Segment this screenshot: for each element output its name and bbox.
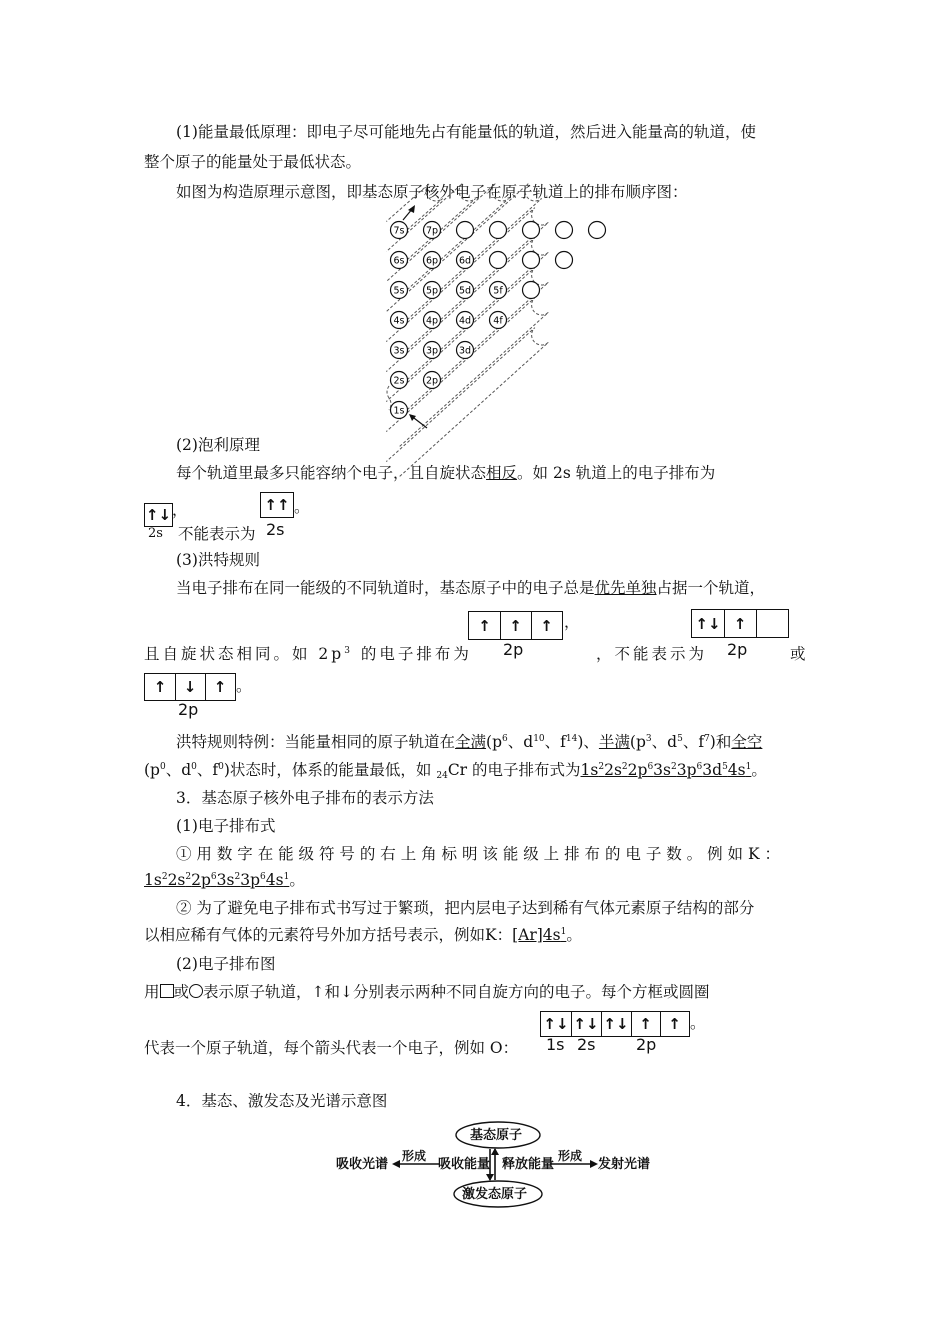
orbital-label: 4d bbox=[458, 315, 472, 327]
oxygen-label-2p: 2p bbox=[636, 1035, 657, 1054]
orbital-label: 2s bbox=[393, 375, 405, 387]
pauli-bad-box bbox=[260, 492, 294, 518]
oxygen-label-2s: 2s bbox=[577, 1035, 596, 1054]
orbital-cell: ↑ bbox=[724, 610, 757, 637]
orbital-cell: ↑ bbox=[540, 616, 553, 635]
sec3-c2a: ② 为了避免电子排布式书写过于繁琐，把内层电子达到稀有气体元素原子结构的部分 bbox=[176, 899, 755, 917]
orbital-label: 4p bbox=[425, 315, 439, 327]
orbital-label: 7p bbox=[425, 225, 439, 237]
answer-single-first: 优先单独 bbox=[594, 579, 657, 597]
hund-period: 。 bbox=[236, 677, 252, 695]
hund-bad1-label: 2p bbox=[727, 640, 748, 659]
special-line1: 洪特规则特例：当能量相同的原子轨道在全满($p^6$、$d^{10}$、$f^{14}$)、半满($p^3$、$d^5$、$f^7$)和全空 bbox=[176, 733, 763, 751]
excited-state-label: 激发态原子 bbox=[462, 1187, 528, 1202]
special-line2: ($p^0$、$d^0$、$f^0$)状态时，体系的能量最低，如 $_{24}$Cr 的电子排布式为$1s^22s^22p^63s^23p^63d^54s^1$。 bbox=[144, 761, 767, 781]
orbital-cell: ↑ bbox=[213, 678, 227, 696]
hund-good-box bbox=[468, 611, 563, 640]
orbital-label: 4s bbox=[393, 315, 405, 327]
orbital-cell: ↓ bbox=[175, 674, 206, 700]
answer-opposite: 相反 bbox=[486, 464, 518, 482]
hund-bad2-box bbox=[144, 673, 236, 701]
circle-orbital-icon bbox=[189, 984, 203, 998]
orbital-cell: ↑ bbox=[469, 612, 501, 639]
hund-line1: 当电子排布在同一能级的不同轨道时，基态原子中的电子总是优先单独占据一个轨道， bbox=[176, 579, 766, 597]
orbital-label: 6p bbox=[425, 255, 439, 267]
orbital-label: 1s bbox=[393, 405, 405, 417]
answer-full: 全满 bbox=[455, 733, 487, 751]
orbital-circle bbox=[523, 222, 540, 239]
orbital-cell: ↑ bbox=[668, 1015, 681, 1033]
orbital-cell bbox=[756, 610, 788, 637]
orbital-label: 5s bbox=[393, 285, 405, 297]
hund-or: 或 bbox=[790, 645, 806, 663]
orbital-cell: ↑↓ bbox=[692, 610, 725, 637]
pauli-period: 。 bbox=[294, 498, 310, 516]
orbital-circle bbox=[490, 222, 507, 239]
orbital-label: 3p bbox=[425, 345, 439, 357]
orbital-cell: ↑↓ bbox=[571, 1012, 602, 1036]
sec3-period: 。 bbox=[690, 1014, 706, 1032]
orbital-label: 5d bbox=[458, 285, 472, 297]
orbital-circle bbox=[523, 252, 540, 269]
spectrum-diagram bbox=[330, 1118, 650, 1210]
orbital-label: 7s bbox=[393, 225, 405, 237]
answer-half: 半满 bbox=[598, 733, 630, 751]
aufbau-entry-arrowhead bbox=[409, 414, 416, 421]
k-config-line: $1s^22s^22p^63s^23p^64s^1$。 bbox=[144, 871, 305, 889]
orbital-label: 6s bbox=[393, 255, 405, 267]
pauli-comma: ， bbox=[172, 501, 188, 519]
hund-line2: 且自旋状态相同。如 $2p^3$ 的电子排布为 bbox=[144, 645, 472, 663]
square-orbital-icon bbox=[160, 984, 174, 998]
hund-bad2-label: 2p bbox=[178, 700, 199, 719]
orbital-circle bbox=[589, 222, 606, 239]
orbital-circle bbox=[523, 282, 540, 299]
sec3-d2: 代表一个原子轨道，每个箭头代表一个电子，例如 O： bbox=[144, 1039, 519, 1057]
absorption-spectrum-label: 吸收光谱 bbox=[336, 1157, 389, 1172]
orbital-circle bbox=[490, 252, 507, 269]
orbital-circle bbox=[556, 222, 573, 239]
release-energy-label: 释放能量 bbox=[502, 1157, 555, 1172]
orbital-label: 2p bbox=[425, 375, 439, 387]
sec3-title: 3．基态原子核外电子排布的表示方法 bbox=[176, 789, 434, 807]
orbital-label: 3s bbox=[393, 345, 405, 357]
orbital-cell: ↑ bbox=[145, 674, 176, 700]
orbital-label: 5p bbox=[425, 285, 439, 297]
text-energy-principle-line2: 整个原子的能量处于最低状态。 bbox=[144, 153, 362, 171]
oxygen-orbital-box bbox=[540, 1011, 690, 1037]
orbital-cell: ↑↑ bbox=[264, 496, 290, 514]
pauli-bad-label: 2s bbox=[266, 520, 285, 539]
orbital-cell: ↑ bbox=[500, 612, 532, 639]
sec4-title: 4．基态、激发态及光谱示意图 bbox=[176, 1092, 388, 1110]
sec3-sub1: (1)电子排布式 bbox=[176, 817, 276, 835]
sec3-sub2: (2)电子排布图 bbox=[176, 955, 276, 973]
hund-line2-mid: ，不能表示为 bbox=[596, 645, 708, 663]
orbital-label: 4f bbox=[493, 315, 503, 327]
orbital-cell: ↑ bbox=[631, 1012, 661, 1036]
orbital-cell: ↑↓ bbox=[601, 1012, 632, 1036]
form-label-left: 形成 bbox=[402, 1149, 427, 1163]
orbital-label: 5f bbox=[493, 285, 503, 297]
aufbau-diagram bbox=[372, 205, 612, 437]
text-energy-principle-line1: (1)能量最低原理：即电子尽可能地先占有能量低的轨道，然后进入能量高的轨道，使 bbox=[176, 123, 756, 141]
pauli-good-label: 2s bbox=[148, 526, 163, 541]
orbital-cell: ↑↓ bbox=[145, 506, 172, 524]
pauli-line2: 不能表示为 bbox=[178, 525, 256, 543]
cr-config: $1s^22s^22p^63s^23p^63d^54s^1$ bbox=[580, 761, 752, 779]
hund-good-label: 2p bbox=[503, 640, 524, 659]
hund-title: (3)洪特规则 bbox=[176, 551, 260, 569]
hund-comma: ， bbox=[564, 613, 580, 631]
sec3-d1: 用 或 表示原子轨道，↑和↓分别表示两种不同自旋方向的电子。每个方框或圆圈 bbox=[144, 983, 710, 1001]
orbital-label: 6d bbox=[458, 255, 472, 267]
form-label-right: 形成 bbox=[558, 1149, 583, 1163]
orbital-cell: ↑↓ bbox=[541, 1012, 572, 1036]
pauli-title: (2)泡利原理 bbox=[176, 436, 260, 454]
hund-bad1-box bbox=[691, 609, 789, 638]
answer-empty: 全空 bbox=[731, 733, 763, 751]
orbital-label: 3d bbox=[458, 345, 472, 357]
oxygen-label-1s: 1s bbox=[546, 1035, 565, 1054]
ground-state-label: 基态原子 bbox=[470, 1128, 523, 1143]
text-aufbau-intro: 如图为构造原理示意图，即基态原子核外电子在原子轨道上的排布顺序图： bbox=[176, 183, 688, 201]
aufbau-exit-arrowhead bbox=[408, 205, 415, 213]
sec3-c1: ① 用 数 字 在 能 级 符 号 的 右 上 角 标 明 该 能 级 上 排 布 的 电 子 数 。 例 如 K ： bbox=[176, 845, 780, 863]
orbital-circle bbox=[457, 222, 474, 239]
sec3-c2b: 以相应稀有气体的元素符号外加方括号表示，例如K：$[Ar]4s^1$。 bbox=[144, 926, 582, 944]
absorb-energy-label: 吸收能量 bbox=[438, 1157, 491, 1172]
emission-spectrum-label: 发射光谱 bbox=[598, 1157, 651, 1172]
pauli-text: 每个轨道里最多只能容纳个电子，且自旋状态相反。如 2s 轨道上的电子排布为 bbox=[176, 464, 716, 482]
orbital-circle bbox=[556, 252, 573, 269]
